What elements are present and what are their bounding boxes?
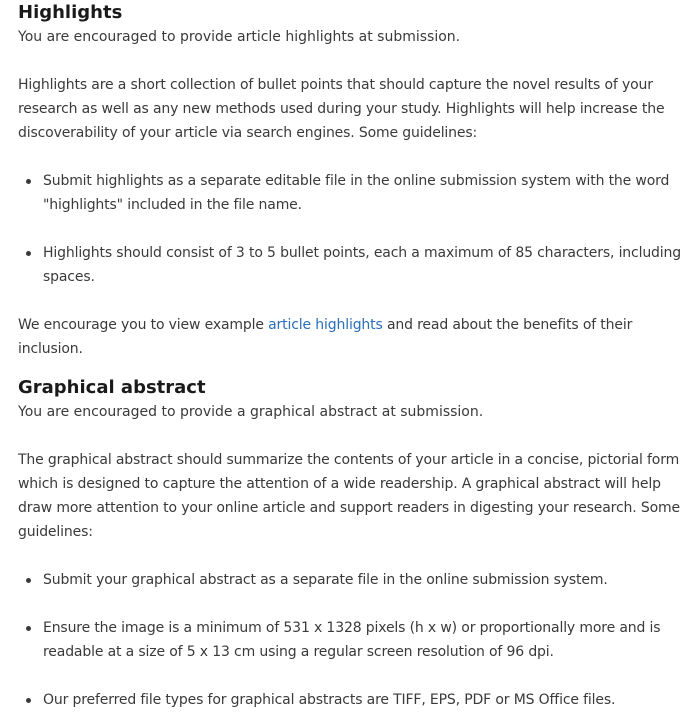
article-highlights-link[interactable]: article highlights <box>268 317 383 333</box>
list-item-text: Highlights should consist of 3 to 5 bullet points, each a maximum of 85 characters, including spaces. <box>43 245 681 285</box>
list-item <box>18 688 687 712</box>
bullet-dot-icon <box>26 251 31 256</box>
list-item-text: Our preferred file types for graphical abstracts are TIFF, EPS, PDF or MS Office files. <box>43 692 616 708</box>
highlights-heading: Highlights <box>18 2 123 23</box>
highlights-bullet-list <box>18 169 687 289</box>
list-item <box>18 169 687 217</box>
list-item <box>18 616 687 664</box>
graphical-abstract-body: The graphical abstract should summarize the contents of your article in a concise, pictorial form which is designed to capture the attention of a wide readership. A graphical abstract will help draw more attention to your online article and support readers in digesting your research. Some guidelines: <box>18 452 680 540</box>
bullet-dot-icon <box>26 626 31 631</box>
list-item <box>18 241 687 289</box>
closing-prefix: We encourage you to view example <box>18 317 269 333</box>
list-item-text: Submit your graphical abstract as a separate file in the online submission system. <box>43 572 608 588</box>
list-item <box>18 568 687 592</box>
graphical-abstract-bullet-list <box>18 568 687 712</box>
highlights-closing <box>18 313 687 361</box>
bullet-dot-icon <box>26 698 31 703</box>
graphical-abstract-heading: Graphical abstract <box>18 377 206 398</box>
list-item-text: Ensure the image is a minimum of 531 x 1328 pixels (h x w) or proportionally more and is readable at a size of 5 x 13 cm using a regular screen resolution of 96 dpi. <box>43 620 661 660</box>
bullet-dot-icon <box>26 578 31 583</box>
closing-suffix: and read about the benefits of their inclusion. <box>18 317 633 357</box>
graphical-abstract-intro: You are encouraged to provide a graphical abstract at submission. <box>18 404 484 420</box>
highlights-intro: You are encouraged to provide article highlights at submission. <box>18 29 461 45</box>
highlights-section <box>18 0 687 361</box>
graphical-abstract-section <box>18 376 687 712</box>
bullet-dot-icon <box>26 179 31 184</box>
highlights-body: Highlights are a short collection of bullet points that should capture the novel results of your research as well as any new methods used during your study. Highlights will help increase the discoverability of your article via search engines. Some guidelines: <box>18 77 665 141</box>
list-item-text: Submit highlights as a separate editable file in the online submission system with the word "highlights" included in the file name. <box>43 173 670 213</box>
